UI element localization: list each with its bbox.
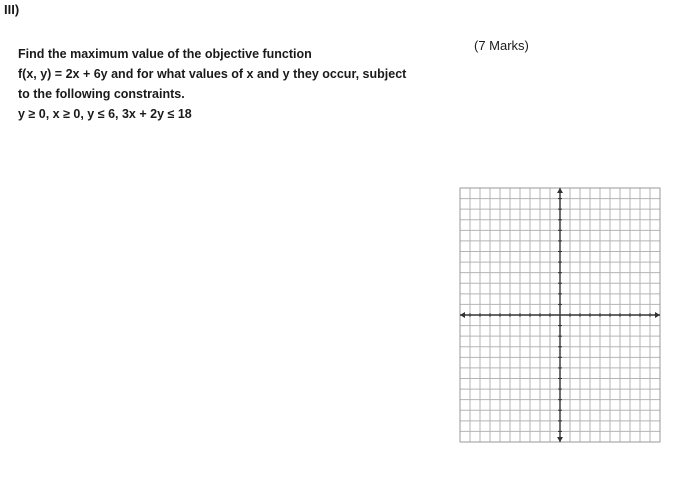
coordinate-grid-svg [458,186,662,444]
marks-label: (7 Marks) [474,38,529,53]
problem-line-1: Find the maximum value of the objective function [18,47,312,61]
coordinate-grid [458,186,662,444]
question-number: III) [4,2,20,17]
problem-line-2: f(x, y) = 2x + 6y and for what values of x and y they occur, subject [18,67,407,81]
x-axis-arrow-right [655,312,660,318]
problem-line-4: y ≥ 0, x ≥ 0, y ≤ 6, 3x + 2y ≤ 18 [18,107,192,121]
problem-line-3: to the following constraints. [18,87,185,101]
y-axis-arrow-down [557,437,563,442]
problem-statement [18,44,458,124]
y-axis-arrow-up [557,188,563,193]
x-axis-arrow-left [460,312,465,318]
